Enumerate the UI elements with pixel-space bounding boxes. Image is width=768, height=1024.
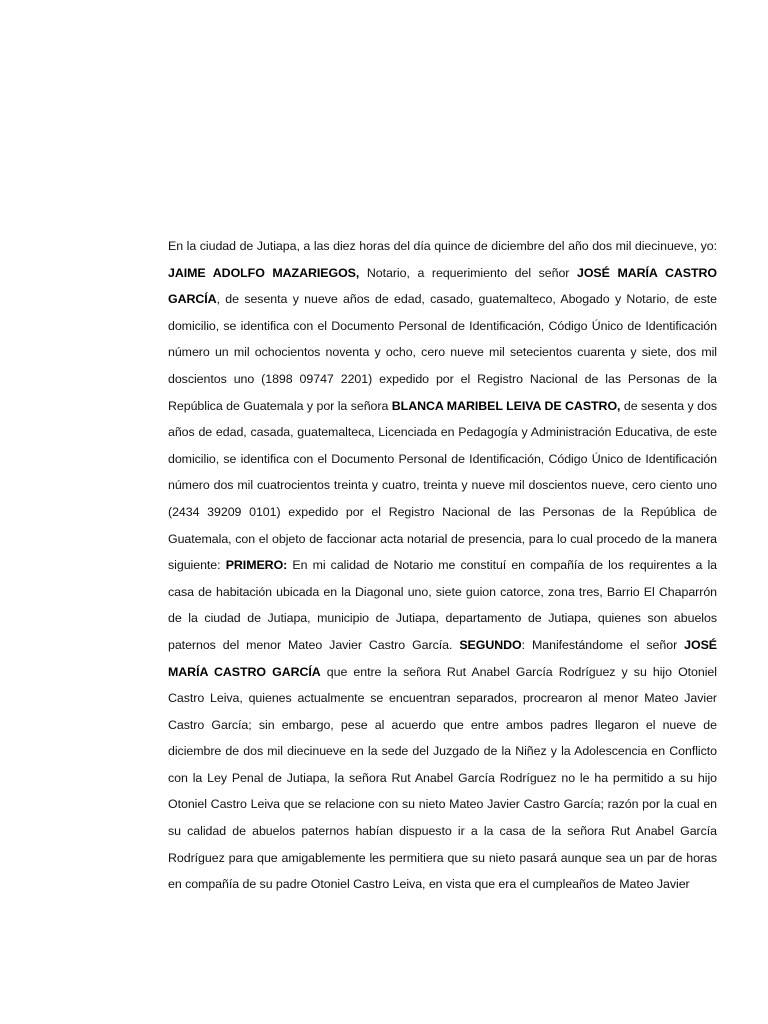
heading-segundo: SEGUNDO <box>459 637 522 652</box>
text-run: : Manifestándome el señor <box>521 637 685 652</box>
name-requirente-repeat: JOSÉ MARÍA CASTRO GARCÍA <box>168 637 717 679</box>
text-run: , de sesenta y nueve años de edad, casado, guatemalteco, Abogado y Notario, de este domicilio, se identifica con el Documento Personal de Identificación, Código Único de Identificación número un mil ochocientos noventa y ocho, cero nueve mil setecientos cuarenta y siete, dos mil doscientos uno (1898 09747 2201) expedido por el Registro Nacional de las Personas de la República de Guatemala y por la señora <box>168 292 717 413</box>
body-paragraph <box>168 233 717 898</box>
text-run: Notario, a requerimiento del señor <box>359 265 577 280</box>
name-requirente-2: BLANCA MARIBEL LEIVA DE CASTRO, <box>391 398 621 413</box>
name-requirente: JOSÉ MARÍA CASTRO GARCÍA <box>168 265 717 307</box>
text-run: que entre la señora Rut Anabel García Rodríguez y su hijo Otoniel Castro Leiva, quienes actualmente se encuentran separados, procrearon al menor Mateo Javier Castro García; sin embargo, pese al acuerdo que entre ambos padres llegaron el nueve de diciembre de dos mil diecinueve en la sede del Juzgado de la Niñez y la Adolescencia en Conflicto con la Ley Penal de Jutiapa, la señora Rut Anabel García Rodríguez no le ha permitido a su hijo Otoniel Castro Leiva que se relacione con su nieto Mateo Javier Castro García; razón por la cual en su calidad de abuelos paternos habían dispuesto ir a la casa de la señora Rut Anabel García Rodríguez para que amigablemente les permitiera que su nieto pasará aunque sea un par de horas en compañía de su padre Otoniel Castro Leiva, en vista que era el cumpleaños de Mateo Javier <box>168 664 717 892</box>
text-run: de sesenta y dos años de edad, casada, guatemalteca, Licenciada en Pedagogía y Administración Educativa, de este domicilio, se identifica con el Documento Personal de Identificación, Código Único de Identificación número dos mil cuatrocientos treinta y cuatro, treinta y nueve mil doscientos nueve, cero ciento uno (2434 39209 0101) expedido por el Registro Nacional de las Personas de la República de Guatemala, con el objeto de faccionar acta notarial de presencia, para lo cual procedo de la manera siguiente: <box>168 398 717 573</box>
heading-primero: PRIMERO: <box>225 558 288 573</box>
name-notario: JAIME ADOLFO MAZARIEGOS, <box>168 265 360 280</box>
text-run: En la ciudad de Jutiapa, a las diez horas del día quince de diciembre del año dos mil diecinueve, yo: <box>168 239 717 253</box>
text-run: En mi calidad de Notario me constituí en compañía de los requirentes a la casa de habitación ubicada en la Diagonal uno, siete guion catorce, zona tres, Barrio El Chaparrón de la ciudad de Jutiapa, municipio de Jutiapa, departamento de Jutiapa, quienes son abuelos paternos del menor Mateo Javier Castro García. <box>168 558 718 652</box>
